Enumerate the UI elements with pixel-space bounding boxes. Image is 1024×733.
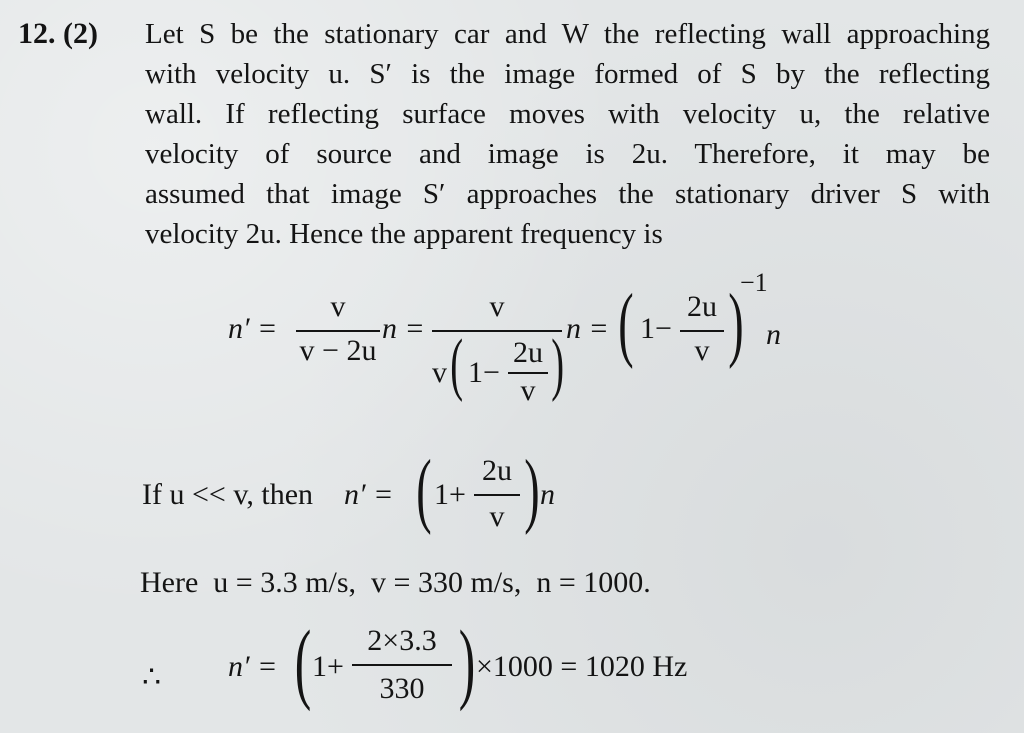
paragraph-line-3: wall. If reflecting surface moves with velocity u, the relative (145, 98, 990, 130)
eq3-one: 1+ (312, 650, 344, 683)
eq3-right-paren: ) (458, 613, 476, 712)
question-number: 12. (2) (18, 17, 98, 50)
eq1-n1: n = (382, 312, 425, 345)
eq3-rhs: ×1000 = 1020 Hz (476, 650, 688, 683)
eq3-lhs: n′ = (228, 650, 278, 683)
eq1-frac2-left-paren: ( (450, 326, 464, 403)
solution-paragraph (145, 14, 990, 254)
eq2-right-paren: ) (524, 443, 540, 536)
eq1-frac1-denominator: v − 2u (299, 334, 377, 367)
eq1-frac1-bar (296, 330, 380, 332)
eq2-n: n (540, 478, 555, 511)
eq1-frac3-den: v (694, 334, 710, 367)
eq2-prefix: If u << v, then (142, 478, 314, 511)
eq3-bar (352, 664, 452, 666)
eq2-num: 2u (482, 454, 512, 487)
eq2-left-paren: ( (416, 443, 432, 536)
eq1-frac3-num: 2u (687, 290, 717, 323)
eq1-frac2-inner-num: 2u (513, 336, 543, 369)
eq3-left-paren: ( (294, 613, 312, 712)
given-values: Here u = 3.3 m/s, v = 330 m/s, n = 1000. (140, 566, 651, 599)
eq2-one: 1+ (434, 478, 466, 511)
paragraph-line-1: Let S be the stationary car and W the reflecting wall approaching (145, 18, 990, 50)
eq1-lhs: n′ = (228, 312, 278, 345)
eq1-frac2-den-one: 1− (468, 356, 500, 389)
paragraph-line-4: velocity of source and image is 2u. Therefore, it may be (145, 138, 990, 170)
paragraph-line-2: with velocity u. S′ is the image formed of S by the reflecting (145, 58, 990, 90)
eq1-n3: n (766, 318, 781, 351)
eq2-den: v (489, 500, 505, 533)
eq1-frac3-right-paren: ) (728, 277, 744, 370)
eq1-n2: n = (566, 312, 609, 345)
eq3-therefore: ∴ (142, 661, 162, 694)
eq1-frac2-right-paren: ) (551, 326, 565, 403)
eq1-frac3-left-paren: ( (618, 277, 634, 370)
eq2-lhs: n′ = (344, 478, 394, 511)
eq3-den: 330 (379, 672, 425, 705)
eq1-frac2-den-v: v (432, 356, 447, 389)
eq1-frac3-bar (680, 330, 724, 332)
paragraph-line-6: velocity 2u. Hence the apparent frequency is (145, 218, 663, 250)
eq1-frac1-numerator: v (330, 290, 346, 323)
eq1-frac3-one: 1− (640, 312, 672, 345)
eq1-frac2-inner-den: v (520, 374, 536, 407)
eq1-exponent: −1 (740, 268, 768, 297)
paragraph-line-5: assumed that image S′ approaches the stationary driver S with (145, 178, 990, 210)
eq3-num: 2×3.3 (367, 624, 437, 657)
eq2-bar (474, 494, 520, 496)
eq1-frac2-numerator: v (489, 290, 505, 323)
